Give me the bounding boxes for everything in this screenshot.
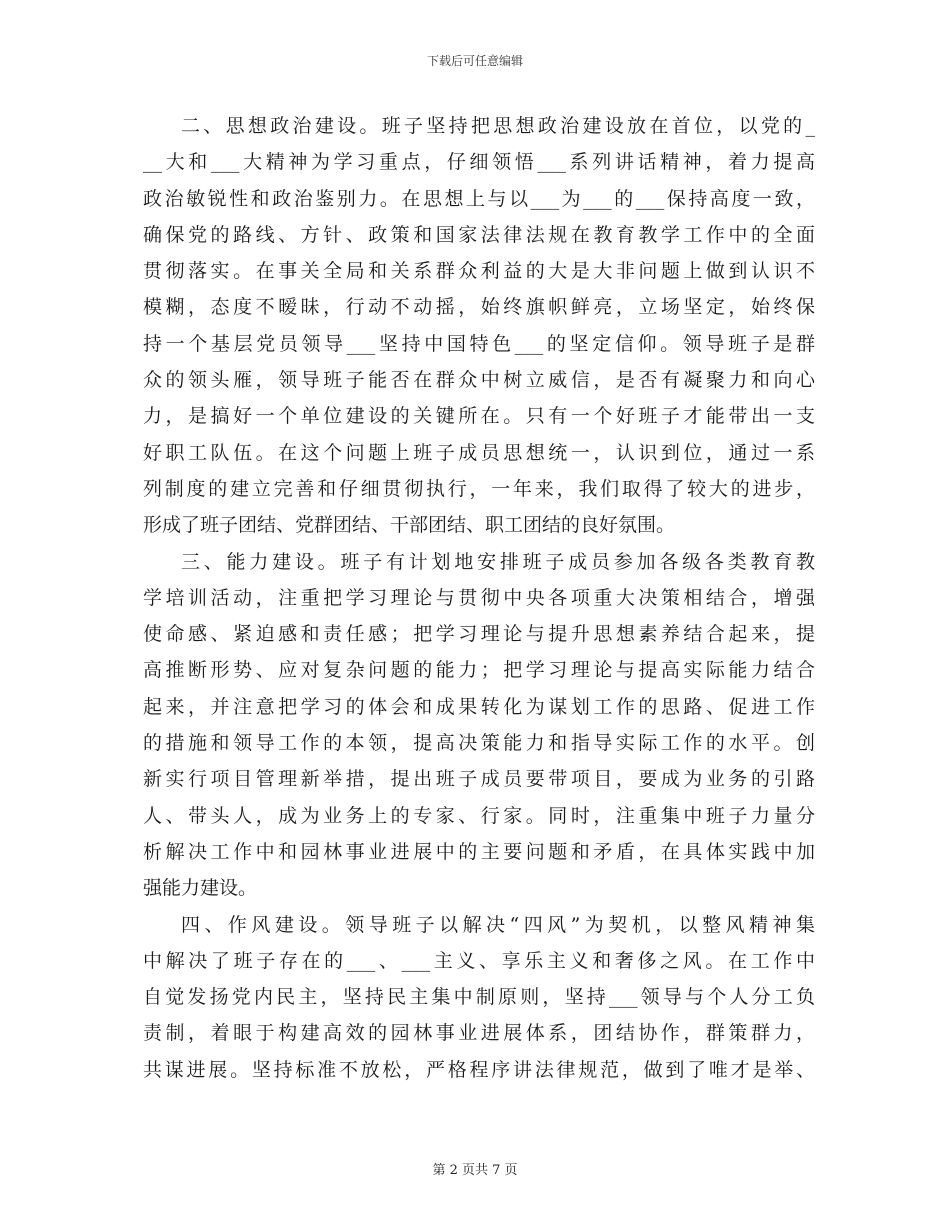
text-line: 二、思想政治建设。班子坚持把思想政治建设放在首位，以党的_ [181, 115, 815, 137]
text-line: 自觉发扬党内民主，坚持民主集中制原则，坚持___领导与个人分工负 [143, 986, 815, 1009]
text-line: 高推断形势、应对复杂问题的能力；把学习理论与提高实际能力结合 [143, 659, 815, 682]
text-line: 列制度的建立完善和仔细贯彻执行，一年来，我们取得了较大的进步， [143, 477, 815, 500]
text-line: 模糊，态度不暧昧，行动不动摇，始终旗帜鲜亮，立场坚定，始终保 [143, 296, 815, 319]
text-line: 众的领头雁，领导班子能否在群众中树立威信，是否有凝聚力和向心 [143, 369, 815, 392]
text-line: 确保党的路线、方针、政策和国家法律法规在教育教学工作中的全面 [143, 223, 815, 246]
text-line: 起来，并注意把学习的体会和成果转化为谋划工作的思路、促进工作 [143, 695, 815, 718]
text-line: 使命感、紧迫感和责任感；把学习理论与提升思想素养结合起来，提 [143, 623, 815, 646]
text-line: 人、带头人，成为业务上的专家、行家。同时，注重集中班子力量分 [143, 804, 815, 827]
text-line: 析解决工作中和园林事业进展中的主要问题和矛盾，在具体实践中加 [143, 840, 815, 863]
document-body [143, 108, 815, 1088]
text-line: 学培训活动，注重把学习理论与贯彻中央各项重大决策相结合，增强 [143, 586, 815, 609]
paragraph-work-style-building [143, 907, 815, 1088]
text-line: 力，是搞好一个单位建设的关键所在。只有一个好班子才能带出一支 [143, 405, 815, 428]
text-line: 形成了班子团结、党群团结、干部团结、职工团结的良好氛围。 [143, 514, 676, 537]
text-line: 好职工队伍。在这个问题上班子成员思想统一，认识到位，通过一系 [143, 441, 815, 464]
paragraph-ideological-building [143, 108, 815, 544]
text-line: 的措施和领导工作的本领，提高决策能力和指导实际工作的水平。创 [143, 732, 815, 755]
text-line: 政治敏锐性和政治鉴别力。在思想上与以___为___的___保持高度一致， [143, 187, 815, 210]
text-line: 三、能力建设。班子有计划地安排班子成员参加各级各类教育教 [181, 550, 815, 573]
text-line: 贯彻落实。在事关全局和关系群众利益的大是大非问题上做到认识不 [143, 260, 815, 283]
text-line: 新实行项目管理新举措，提出班子成员要带项目，要成为业务的引路 [143, 768, 815, 791]
text-line: 责制，着眼于构建高效的园林事业进展体系，团结协作，群策群力， [143, 1022, 815, 1045]
text-line: 持一个基层党员领导___坚持中国特色___的坚定信仰。领导班子是群 [143, 332, 815, 355]
text-line: 强能力建设。 [143, 877, 258, 900]
text-line: 共谋进展。坚持标准不放松，严格程序讲法律规范，做到了唯才是举、 [143, 1058, 815, 1081]
page-header: 下载后可任意编辑 [426, 54, 523, 68]
text-line: 四、作风建设。领导班子以解决“四风”为契机，以整风精神集 [181, 913, 815, 936]
paragraph-capability-building [143, 544, 815, 907]
text-line: __大和___大精神为学习重点，仔细领悟___系列讲话精神，着力提高 [143, 151, 815, 174]
page-footer: 第 2 页共 7 页 [432, 1163, 518, 1178]
text-line: 中解决了班子存在的___、___主义、享乐主义和奢侈之风。在工作中 [143, 949, 815, 972]
